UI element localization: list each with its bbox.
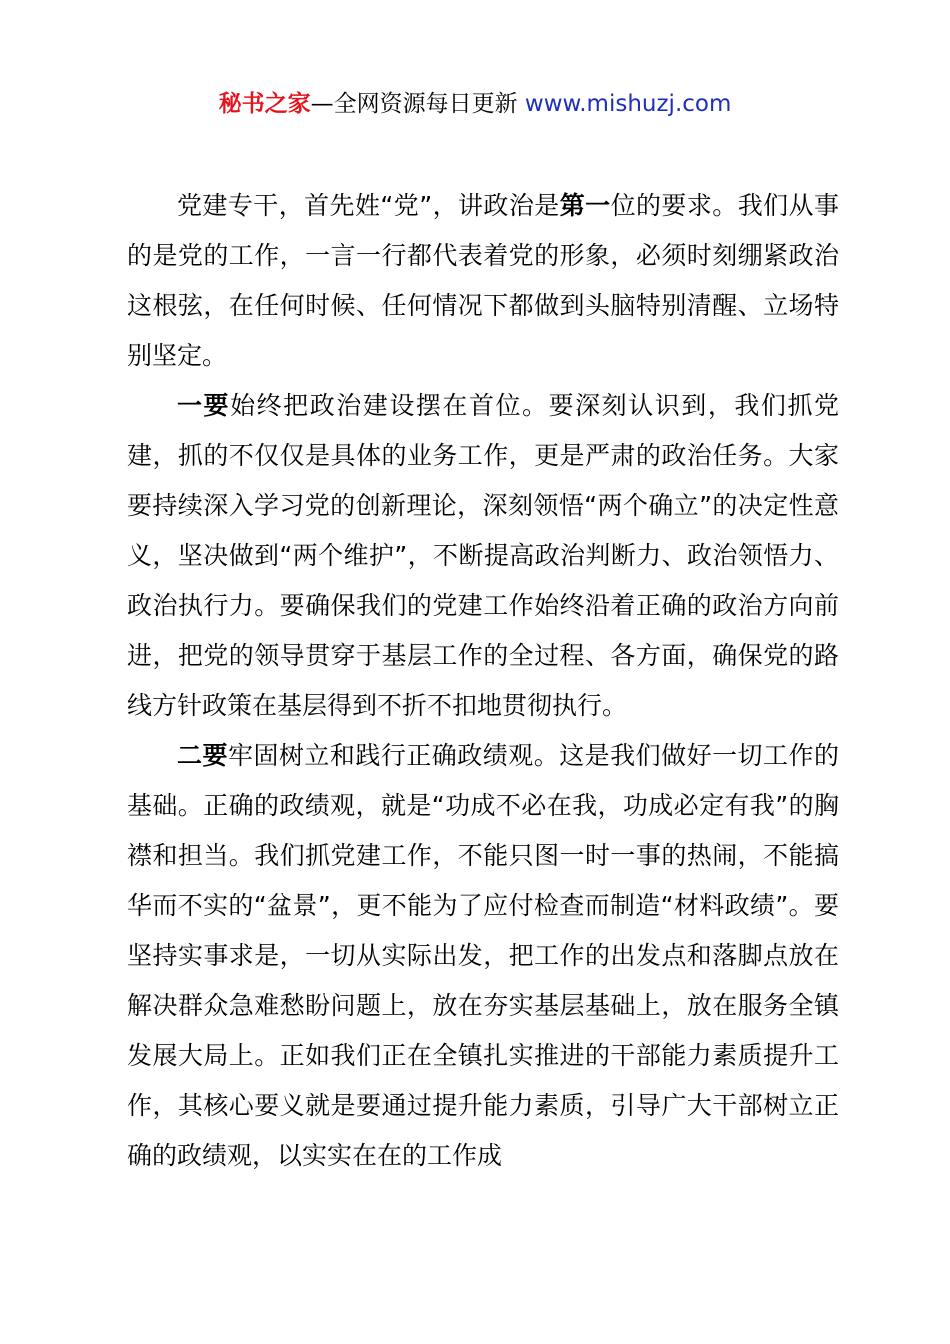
paragraph-text: 党建专干，首先姓“党”，讲政治是 [177, 191, 560, 220]
site-url[interactable]: www.mishuzj.com [524, 91, 732, 117]
page-header [0, 88, 950, 120]
point-heading: 一要 [177, 391, 231, 420]
site-tagline: —全网资源每日更新 [310, 91, 525, 117]
paragraph-text: 牢固树立和践行正确政绩观。这是我们做好一切工作的基础。正确的政绩观，就是“功成不必在我，功成必定有我”的胸襟和担当。我们抓党建工作，不能只图一时一事的热闹，不能搞华而不实的“盆景”，更不能为了应付检查而制造“材料政绩”。要坚持实事求是，一切从实际出发，把工作的出发点和落脚点放在解决群众急难愁盼问题上，放在夯实基层基础上，放在服务全镇发展大局上。正如我们正在全镇扎实推进的干部能力素质提升工作，其核心要义就是要通过提升能力素质，引导广大干部树立正确的政绩观，以实实在在的工作成 [127, 741, 839, 1170]
paragraph-point-one [127, 381, 839, 731]
paragraph-text: 始终把政治建设摆在首位。要深刻认识到，我们抓党建，抓的不仅仅是具体的业务工作，更是严肃的政治任务。大家要持续深入学习党的创新理论，深刻领悟“两个确立”的决定性意义，坚决做到“两个维护”，不断提高政治判断力、政治领悟力、政治执行力。要确保我们的党建工作始终沿着正确的政治方向前进，把党的领导贯穿于基层工作的全过程、各方面，确保党的路线方针政策在基层得到不折不扣地贯彻执行。 [127, 391, 839, 720]
site-brand: 秘书之家 [218, 91, 311, 117]
paragraph-intro [127, 181, 839, 381]
emphasis-text: 第一 [559, 191, 611, 220]
document-body [127, 181, 839, 1181]
paragraph-text: 位的要求。我们从事的是党的工作，一言一行都代表着党的形象，必须时刻绷紧政治这根弦，在任何时候、任何情况下都做到头脑特别清醒、立场特别坚定。 [127, 191, 839, 370]
point-heading: 二要 [177, 741, 228, 770]
paragraph-point-two [127, 731, 839, 1181]
